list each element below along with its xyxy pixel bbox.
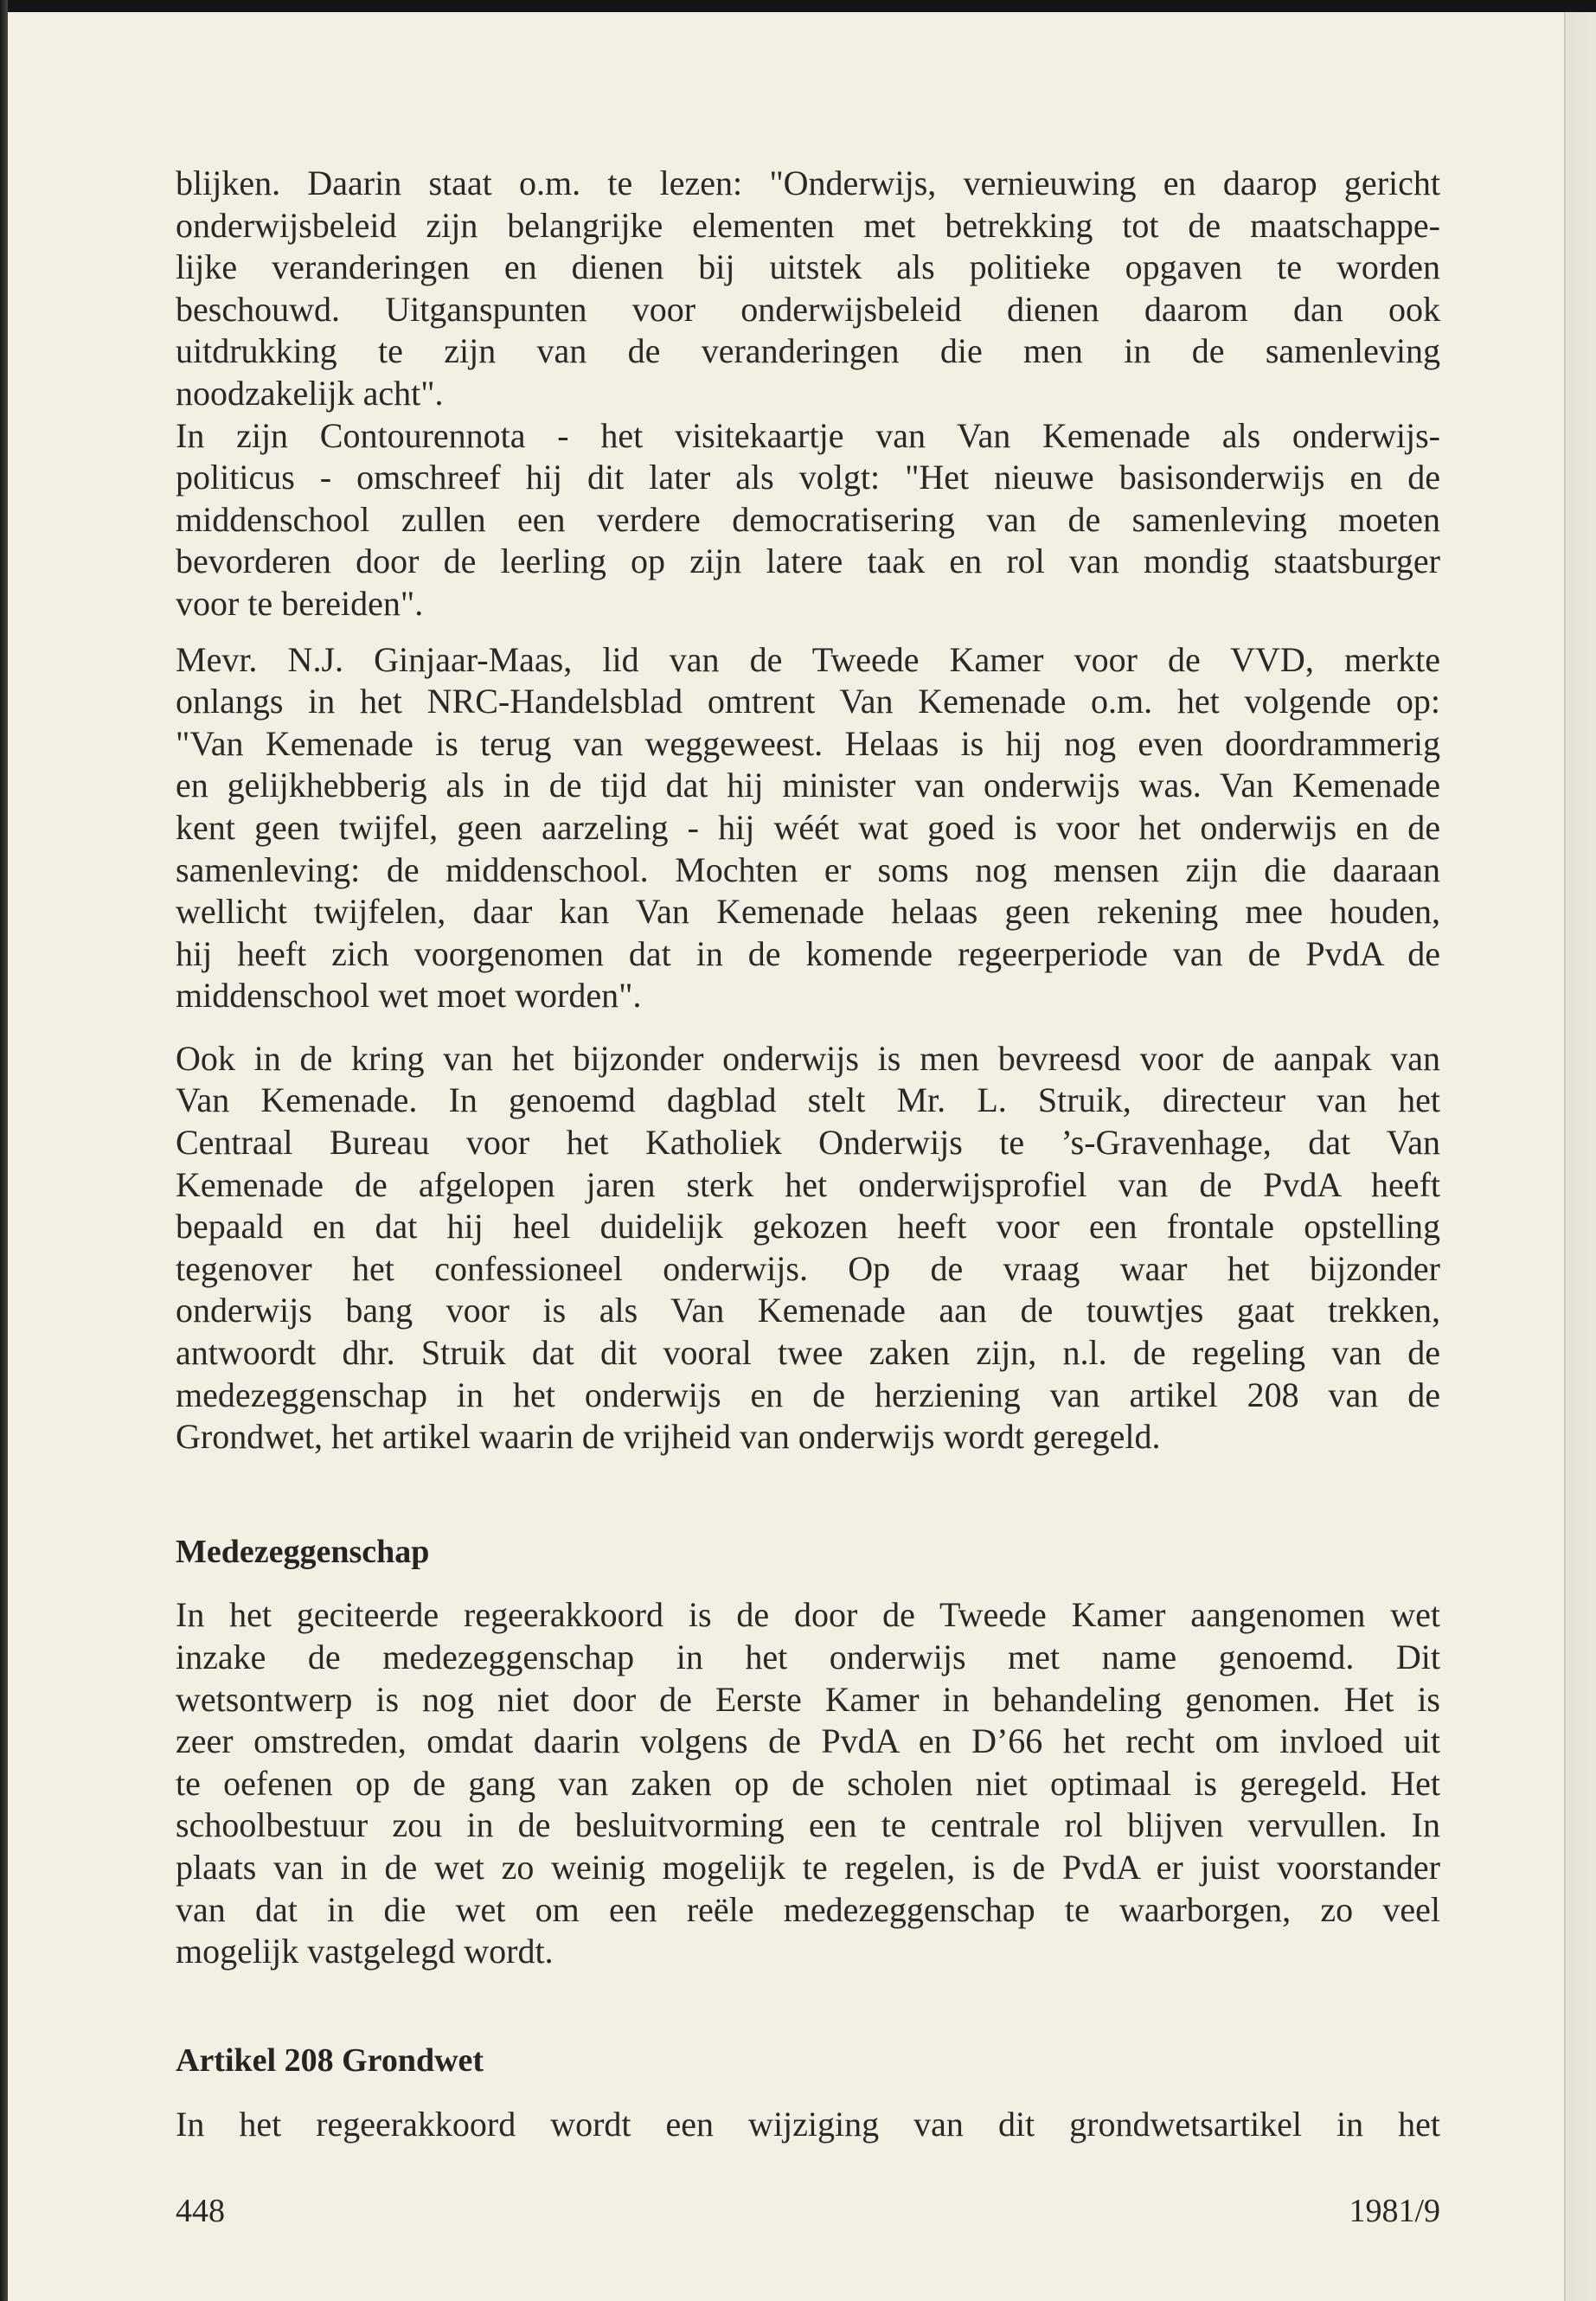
text-line: beschouwd. Uitganspunten voor onderwijsbeleid dienen daarom dan ook [176, 289, 1440, 329]
paragraph [176, 1038, 1440, 1458]
text-line: samenleving: de middenschool. Mochten er soms nog mensen zijn die daaraan [176, 849, 1440, 889]
text-line: van dat in die wet om een reële medezeggenschap te waarborgen, zo veel [176, 1889, 1440, 1929]
text-line: middenschool zullen een verdere democratisering van de samenleving moeten [176, 499, 1440, 539]
text-line: kent geen twijfel, geen aarzeling - hij wéét wat goed is voor het onderwijs en de [176, 807, 1440, 847]
text-line: lijke veranderingen en dienen bij uitstek als politieke opgaven te worden [176, 247, 1440, 287]
text-line: middenschool wet moet worden". [176, 976, 642, 1016]
paragraph [176, 163, 1440, 415]
section-heading: Artikel 208 Grondwet [176, 2041, 484, 2079]
page-footer [176, 2190, 1440, 2233]
text-line: plaats van in de wet zo weinig mogelijk te regelen, is de PvdA er juist voorstander [176, 1847, 1440, 1887]
text-line: "Van Kemenade is terug van weggeweest. Helaas is hij nog even doordrammerig [176, 723, 1440, 763]
page-number: 448 [176, 2193, 225, 2229]
scan-border-left [0, 0, 8, 2301]
page-edge-right [1564, 12, 1596, 2301]
text-line: uitdrukking te zijn van de veranderingen die men in de samenleving [176, 331, 1440, 371]
text-line: blijken. Daarin staat o.m. te lezen: "Onderwijs, vernieuwing en daarop gericht [176, 163, 1440, 202]
text-line: Kemenade de afgelopen jaren sterk het onderwijsprofiel van de PvdA heeft [176, 1164, 1440, 1204]
text-line: tegenover het confessioneel onderwijs. Op de vraag waar het bijzonder [176, 1248, 1440, 1288]
issue-number: 1981/9 [1349, 2193, 1440, 2229]
paragraph [176, 415, 1440, 625]
text-line: voor te bereiden". [176, 583, 424, 623]
article-body [176, 163, 1440, 2146]
text-line: In zijn Contourennota - het visitekaartje van Van Kemenade als onderwijs- [176, 415, 1440, 455]
text-line: zeer omstreden, omdat daarin volgens de PvdA en D’66 het recht om invloed uit [176, 1721, 1440, 1761]
section-heading: Medezeggenschap [176, 1533, 430, 1570]
text-line: schoolbestuur zou in de besluitvorming een te centrale rol blijven vervullen. In [176, 1805, 1440, 1845]
text-line: Van Kemenade. In genoemd dagblad stelt Mr. L. Struik, directeur van het [176, 1080, 1440, 1120]
text-line: te oefenen op de gang van zaken op de scholen niet optimaal is geregeld. Het [176, 1763, 1440, 1803]
text-line: Mevr. N.J. Ginjaar-Maas, lid van de Tweede Kamer voor de VVD, merkte [176, 639, 1440, 679]
text-line: In het regeerakkoord wordt een wijziging van dit grondwetsartikel in het [176, 2105, 1440, 2144]
text-line: wetsontwerp is nog niet door de Eerste Kamer in behandeling genomen. Het is [176, 1679, 1440, 1719]
text-line: onderwijsbeleid zijn belangrijke elementen met betrekking tot de maatschappe- [176, 205, 1440, 245]
text-line: bevorderen door de leerling op zijn latere taak en rol van mondig staatsburger [176, 542, 1440, 581]
paragraph [176, 2104, 1440, 2146]
text-line: en gelijkhebberig als in de tijd dat hij minister van onderwijs was. Van Kemenade [176, 766, 1440, 805]
text-line: wellicht twijfelen, daar kan Van Kemenade helaas geen rekening mee houden, [176, 892, 1440, 932]
text-line: bepaald en dat hij heel duidelijk gekozen heeft voor een frontale opstelling [176, 1207, 1440, 1247]
text-line: inzake de medezeggenschap in het onderwijs met name genoemd. Dit [176, 1638, 1440, 1676]
text-line: Centraal Bureau voor het Katholiek Onderwijs te ’s-Gravenhage, dat Van [176, 1123, 1440, 1163]
text-line: politicus - omschreef hij dit later als volgt: "Het nieuwe basisonderwijs en de [176, 458, 1440, 497]
text-line: In het geciteerde regeerakkoord is de door de Tweede Kamer aangenomen wet [176, 1595, 1440, 1635]
text-line: mogelijk vastgelegd wordt. [176, 1932, 554, 1971]
paragraph [176, 1594, 1440, 1972]
text-line: medezeggenschap in het onderwijs en de herziening van artikel 208 van de [176, 1375, 1440, 1414]
text-line: hij heeft zich voorgenomen dat in de komende regeerperiode van de PvdA de [176, 933, 1440, 973]
text-line: noodzakelijk acht". [176, 373, 444, 413]
text-line: Grondwet, het artikel waarin de vrijheid van onderwijs wordt geregeld. [176, 1417, 1161, 1457]
text-line: Ook in de kring van het bijzonder onderwijs is men bevreesd voor de aanpak van [176, 1038, 1440, 1078]
text-line: onlangs in het NRC-Handelsblad omtrent Van Kemenade o.m. het volgende op: [176, 682, 1440, 721]
scan-border-top [0, 0, 1596, 12]
text-line: antwoordt dhr. Struik dat dit vooral twee zaken zijn, n.l. de regeling van de [176, 1333, 1440, 1373]
text-line: onderwijs bang voor is als Van Kemenade aan de touwtjes gaat trekken, [176, 1291, 1440, 1330]
paragraph [176, 639, 1440, 1017]
